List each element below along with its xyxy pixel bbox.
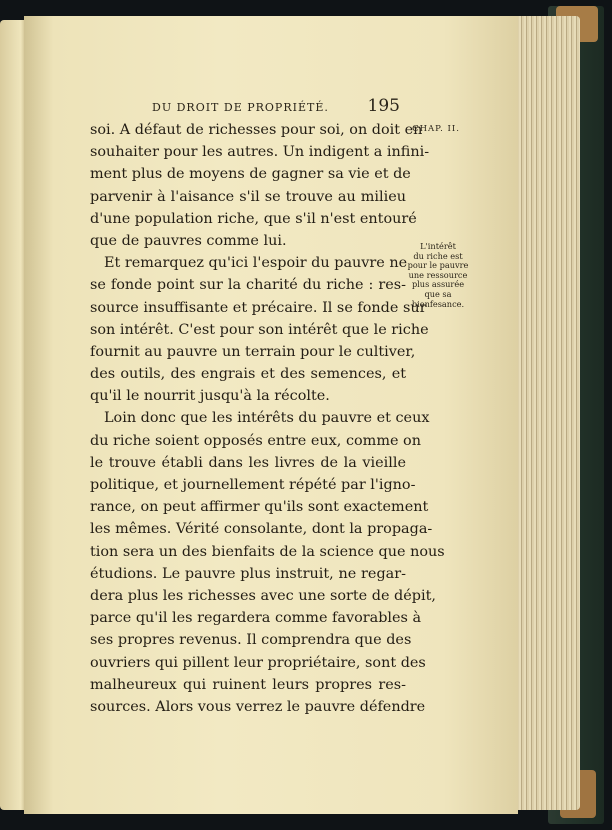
text-line: fournit au pauvre un terrain pour le cultiver, (90, 343, 416, 360)
text-line: sources. Alors vous verrez le pauvre défendre (90, 698, 426, 715)
text-line: étudions. Le pauvre plus instruit, ne regar- (90, 565, 406, 582)
text-line: soi. A défaut de richesses pour soi, on doit en (90, 122, 423, 138)
text-line: se fonde point sur la charité du riche : res- (90, 277, 406, 294)
text-line: Loin donc que les intérêts du pauvre et ceux (104, 410, 430, 427)
margin-note-line: du riche est (413, 250, 463, 261)
text-line: source insuffisante et précaire. Il se fonde sur (90, 299, 427, 316)
page-number: 195 (367, 96, 400, 116)
margin-note-line: bienfesance. (411, 298, 465, 309)
margin-chapter-label: CHAP. II. (412, 124, 460, 134)
facing-page-edge (0, 20, 26, 810)
text-line: qu'il le nourrit jusqu'à la récolte. (90, 388, 330, 405)
text-line: parce qu'il les regardera comme favorables à (90, 610, 422, 627)
margin-note-line: pour le pauvre (407, 260, 469, 271)
text-line: politique, et journellement répété par l'igno- (90, 477, 416, 493)
paragraph (90, 252, 429, 407)
text-line: du riche soient opposés entre eux, comme on (90, 432, 421, 449)
text-line: ses propres revenus. Il comprendra que des (90, 632, 412, 649)
text-line: des outils, des engrais et des semences, et (90, 366, 406, 383)
text-line: ouvriers qui pillent leur propriétaire, sont des (90, 654, 426, 671)
text-line: rance, on peut affirmer qu'ils sont exactement (90, 499, 429, 516)
text-line: tion sera un des bienfaits de la science que nous (90, 543, 445, 560)
text-line: le trouve établi dans les livres de la vieille (90, 454, 406, 471)
page-edges (514, 16, 580, 810)
paragraph (90, 407, 445, 718)
text-line: malheureux qui ruinent leurs propres res- (90, 676, 406, 693)
running-head (152, 96, 402, 120)
text-line: d'une population riche, que s'il n'est entouré (90, 210, 417, 227)
text-line: que de pauvres comme lui. (90, 232, 287, 249)
margin-note-line: que sa (424, 288, 452, 299)
margin-note-line: une ressource (408, 269, 468, 280)
margin-note-line: plus assurée (411, 279, 465, 290)
text-line: Et remarquez qu'ici l'espoir du pauvre ne (104, 255, 408, 272)
margin-note-line: L'intérêt (420, 241, 456, 251)
text-line: ment plus de moyens de gagner sa vie et de (90, 166, 411, 183)
text-line: souhaiter pour les autres. Un indigent a infini- (90, 144, 430, 161)
text-line: son intérêt. C'est pour son intérêt que le riche (90, 321, 429, 338)
text-line: dera plus les richesses avec une sorte de dépit, (90, 587, 436, 604)
text-line: les mêmes. Vérité consolante, dont la propaga- (90, 521, 433, 538)
paragraph (90, 119, 430, 252)
text-line: parvenir à l'aisance s'il se trouve au milieu (90, 188, 406, 205)
running-head-title: DU DROIT DE PROPRIÉTÉ. (152, 101, 329, 114)
